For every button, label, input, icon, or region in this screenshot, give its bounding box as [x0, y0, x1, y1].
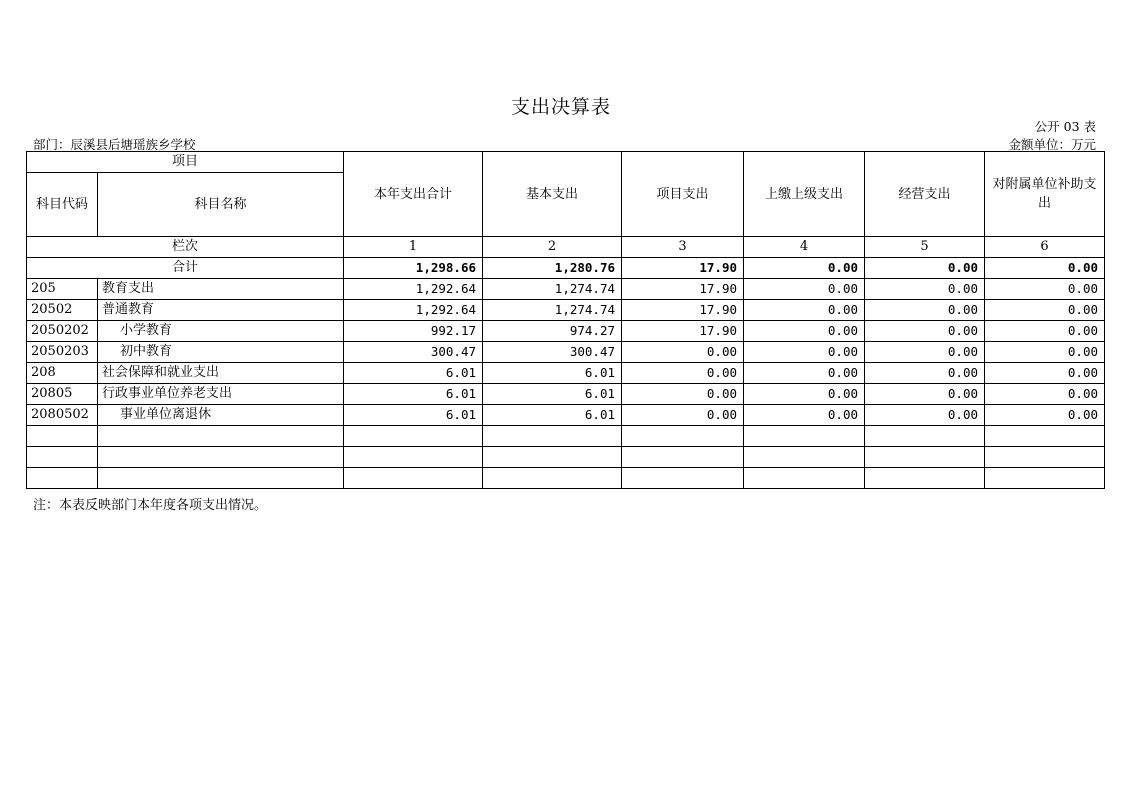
empty-cell: [344, 468, 483, 489]
amount-cell: 974.27: [483, 321, 622, 342]
header-project-expenditure: 项目支出: [622, 152, 744, 237]
table-row: [27, 321, 1105, 342]
amount-cell: 0.00: [865, 363, 985, 384]
index-cell: 5: [865, 237, 985, 258]
empty-cell: [985, 426, 1105, 447]
empty-row: [27, 468, 1105, 489]
amount-cell: 0.00: [985, 405, 1105, 426]
subject-code: 2050202: [27, 321, 98, 342]
table-row: [27, 279, 1105, 300]
header-subsidy-to-affiliates: 对附属单位补助支出: [985, 152, 1105, 237]
amount-cell: 0.00: [985, 384, 1105, 405]
amount-cell: 0.00: [865, 405, 985, 426]
subject-name: 教育支出: [98, 279, 344, 300]
index-cell: 1: [344, 237, 483, 258]
empty-cell: [622, 447, 744, 468]
amount-cell: 1,292.64: [344, 300, 483, 321]
total-cell: 0.00: [865, 258, 985, 279]
amount-cell: 0.00: [985, 342, 1105, 363]
amount-cell: 0.00: [622, 405, 744, 426]
amount-cell: 1,292.64: [344, 279, 483, 300]
amount-cell: 0.00: [985, 279, 1105, 300]
amount-cell: 6.01: [344, 384, 483, 405]
amount-cell: 300.47: [344, 342, 483, 363]
subject-name: 普通教育: [98, 300, 344, 321]
subject-name: 社会保障和就业支出: [98, 363, 344, 384]
amount-cell: 0.00: [865, 300, 985, 321]
form-number: 公开 03 表: [1034, 119, 1096, 134]
amount-cell: 0.00: [744, 342, 865, 363]
empty-cell: [344, 426, 483, 447]
amount-cell: 0.00: [744, 321, 865, 342]
empty-cell: [483, 447, 622, 468]
empty-cell: [865, 426, 985, 447]
total-cell: 1,298.66: [344, 258, 483, 279]
empty-cell: [622, 468, 744, 489]
empty-cell: [27, 447, 98, 468]
amount-cell: 0.00: [744, 300, 865, 321]
empty-cell: [27, 468, 98, 489]
report-title: 支出决算表: [510, 96, 611, 118]
amount-cell: 0.00: [985, 321, 1105, 342]
amount-cell: 17.90: [622, 300, 744, 321]
table-row: [27, 300, 1105, 321]
empty-cell: [985, 447, 1105, 468]
total-row-label: 合计: [27, 258, 344, 279]
table-row: [27, 405, 1105, 426]
amount-cell: 992.17: [344, 321, 483, 342]
total-cell: 0.00: [985, 258, 1105, 279]
index-cell: 2: [483, 237, 622, 258]
amount-cell: 1,274.74: [483, 279, 622, 300]
header-total-expenditure: 本年支出合计: [344, 152, 483, 237]
amount-cell: 0.00: [744, 363, 865, 384]
empty-cell: [865, 468, 985, 489]
empty-cell: [744, 426, 865, 447]
subject-code: 208: [27, 363, 98, 384]
header-subject-name: 科目名称: [98, 173, 344, 237]
amount-cell: 6.01: [483, 363, 622, 384]
empty-cell: [98, 447, 344, 468]
empty-cell: [744, 447, 865, 468]
amount-cell: 0.00: [744, 384, 865, 405]
empty-cell: [27, 426, 98, 447]
amount-cell: 0.00: [622, 342, 744, 363]
table-row: [27, 384, 1105, 405]
amount-cell: 300.47: [483, 342, 622, 363]
amount-cell: 6.01: [344, 405, 483, 426]
header-row-1: [27, 152, 1105, 173]
empty-cell: [98, 468, 344, 489]
index-cell: 3: [622, 237, 744, 258]
amount-cell: 0.00: [744, 279, 865, 300]
empty-cell: [985, 468, 1105, 489]
empty-cell: [98, 426, 344, 447]
subject-name: 初中教育: [98, 342, 344, 363]
department-label: 部门：辰溪县后塘瑶族乡学校: [33, 137, 196, 152]
subject-code: 20502: [27, 300, 98, 321]
subject-name: 行政事业单位养老支出: [98, 384, 344, 405]
total-cell: 17.90: [622, 258, 744, 279]
amount-cell: 6.01: [483, 384, 622, 405]
amount-cell: 17.90: [622, 321, 744, 342]
empty-row: [27, 426, 1105, 447]
subject-code: 2080502: [27, 405, 98, 426]
header-project: 项目: [27, 152, 344, 173]
table-row: [27, 363, 1105, 384]
empty-row: [27, 447, 1105, 468]
amount-cell: 1,274.74: [483, 300, 622, 321]
empty-cell: [344, 447, 483, 468]
header-operating-expenditure: 经营支出: [865, 152, 985, 237]
empty-cell: [483, 468, 622, 489]
empty-cell: [744, 468, 865, 489]
total-cell: 1,280.76: [483, 258, 622, 279]
index-cell: 6: [985, 237, 1105, 258]
index-cell: 4: [744, 237, 865, 258]
subject-code: 205: [27, 279, 98, 300]
amount-cell: 0.00: [865, 384, 985, 405]
header-subject-code: 科目代码: [27, 173, 98, 237]
empty-cell: [865, 447, 985, 468]
amount-cell: 0.00: [865, 321, 985, 342]
empty-cell: [622, 426, 744, 447]
amount-cell: 0.00: [985, 300, 1105, 321]
header-basic-expenditure: 基本支出: [483, 152, 622, 237]
header-remit-to-superior: 上缴上级支出: [744, 152, 865, 237]
subject-name: 事业单位离退休: [98, 405, 344, 426]
empty-cell: [483, 426, 622, 447]
index-row: [27, 237, 1105, 258]
subject-code: 20805: [27, 384, 98, 405]
expenditure-table: [26, 151, 1105, 489]
total-row: [27, 258, 1105, 279]
amount-cell: 6.01: [344, 363, 483, 384]
amount-cell: 6.01: [483, 405, 622, 426]
amount-cell: 0.00: [865, 279, 985, 300]
amount-cell: 0.00: [744, 405, 865, 426]
subject-name: 小学教育: [98, 321, 344, 342]
index-row-label: 栏次: [27, 237, 344, 258]
total-cell: 0.00: [744, 258, 865, 279]
amount-cell: 0.00: [622, 384, 744, 405]
amount-cell: 17.90: [622, 279, 744, 300]
amount-unit-label: 金额单位：万元: [1008, 137, 1096, 152]
table-row: [27, 342, 1105, 363]
amount-cell: 0.00: [622, 363, 744, 384]
amount-cell: 0.00: [865, 342, 985, 363]
footnote: 注：本表反映部门本年度各项支出情况。: [33, 498, 268, 513]
amount-cell: 0.00: [985, 363, 1105, 384]
subject-code: 2050203: [27, 342, 98, 363]
